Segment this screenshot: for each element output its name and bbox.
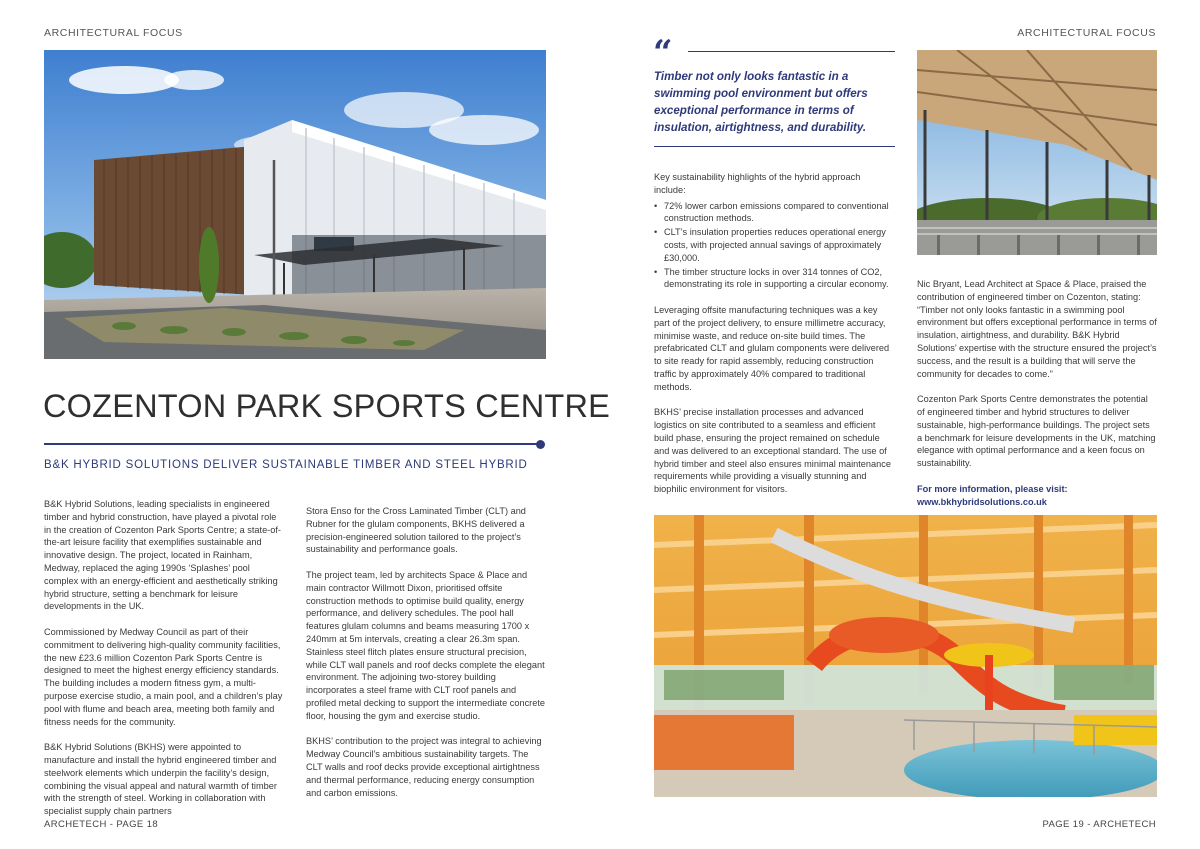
more-info-label: For more information, please visit: [917,483,1068,494]
title-divider-dot [536,440,545,449]
paragraph: B&K Hybrid Solutions (BKHS) were appointed to manufacture and install the hybrid engineered timber and steelwork elements which underpin the facility’s design, combining the visual appeal and natural warmth of timber with the strength of steel. Working in collaboration with specialist supply chain partners [44,742,277,817]
exterior-building-photo [44,50,546,359]
body-column-4 [917,278,1157,508]
pull-quote: Timber not only looks fantastic in a swimming pool environment but offers exceptional performance in terms of insulation, airtightness, and durability. [654,70,868,134]
quote-divider-bottom [654,146,895,147]
body-column-3 [654,171,894,509]
paragraph: Key sustainability highlights of the hybrid approach include: [654,172,861,195]
title-divider [44,443,538,445]
running-head-left: ARCHITECTURAL FOCUS [44,27,183,39]
body-column-2 [306,505,546,812]
list-item: • CLT’s insulation properties reduces operational energy costs, with projected annual savings of approximately £30,000. [654,226,894,264]
list-item: • The timber structure locks in over 314 tonnes of CO2, demonstrating its role in supporting a circular economy. [654,266,894,292]
paragraph: Commissioned by Medway Council as part of their commitment to delivering high-quality community facilities, the new £23.6 million Cozenton Park Sports Centre is designed to meet the highest energy efficiency standards. The building includes a modern fitness gym, a multi-purpose exercise studio, a main pool, and a children’s play pool with flume and beach area, meeting both family and fitness needs for the community. [44,626,283,727]
pool-interior-photo [654,515,1157,797]
paragraph: Cozenton Park Sports Centre demonstrates the potential of engineered timber and hybrid structures to deliver sustainable, high-performance buildings. The project sets a benchmark for leisure developments in the UK, matching elegance with optimal performance and a keen focus on sustainability. [917,394,1156,469]
paragraph: The project team, led by architects Space & Place and main contractor Willmott Dixon, prioritised offsite construction methods to optimise build quality, energy performance, and delivery schedules. The pool hall features glulam columns and beams measuring 1700 x 240mm at 5m intervals, creating a clear 26.3m span. Stainless steel flitch plates ensure structural precision, while CLT wall panels and roof decks complete the elegant environment. The adjoining two-storey building incorporates a steel frame with CLT roof panels and profiled metal decking to support the intermediate concrete floor, housing the gym and exercise studio. [306,569,546,721]
sustainability-list [654,200,894,292]
paragraph: Nic Bryant, Lead Architect at Space & Place, praised the contribution of engineered timber on Cozenton, stating: “Timber not only looks fantastic in a swimming pool environment but offers exceptional performance in terms of insulation, airtightness, and durability. B&K Hybrid Solutions’ expertise with the structure ensured the project’s success, and the result is a building that will serve the community for decades to come.” [917,279,1157,379]
quote-mark-icon: “ [653,33,673,73]
timber-canopy-photo [917,50,1157,255]
running-head-right: ARCHITECTURAL FOCUS [1017,27,1156,39]
paragraph: BKHS’ precise installation processes and advanced logistics on site contributed to a seamless and efficient build phase, ensuring the project remained on schedule and was delivered to an exceptional standard. The use of hybrid timber and steel also ensures minimal maintenance requirements while providing a visually stunning and biophilic environment for visitors. [654,407,891,495]
paragraph: Stora Enso for the Cross Laminated Timber (CLT) and Rubner for the glulam components, BKHS delivered a precision-engineered solution tailored to the project’s sustainability and performance goals. [306,506,526,555]
article-title: COZENTON PARK SPORTS CENTRE [43,388,611,424]
list-item: • 72% lower carbon emissions compared to conventional construction methods. [654,200,894,226]
quote-divider-top [688,51,895,52]
body-column-1 [44,498,284,831]
paragraph: B&K Hybrid Solutions, leading specialists in engineered timber and hybrid construction, have played a pivotal role in the creation of Cozenton Park Sports Centre; a state-of-the-art leisure facility that exemplifies sustainable and innovative design. The project, located in Rainham, Medway, replaced the aging 1990s ‘Splashes’ pool complex with an energy-efficient and aesthetically striking hybrid structure, setting a benchmark for leisure developments in the UK. [44,499,281,612]
website-link[interactable]: www.bkhybridsolutions.co.uk [917,496,1047,507]
footer-right: PAGE 19 - ARCHETECH [1042,819,1156,830]
footer-left: ARCHETECH - PAGE 18 [44,819,159,830]
article-subtitle: B&K HYBRID SOLUTIONS DELIVER SUSTAINABLE TIMBER AND STEEL HYBRID [44,459,528,471]
paragraph: BKHS’ contribution to the project was integral to achieving Medway Council’s ambitious sustainability targets. The CLT walls and roof decks provide exceptional airtightness and thermal performance, reducing energy consumption and carbon emissions. [306,736,542,798]
paragraph: Leveraging offsite manufacturing techniques was a key part of the project delivery, to ensure millimetre accuracy, minimise waste, and reduce on-site build times. The prefabricated CLT and glulam components were delivered to site ready for rapid assembly, reducing construction traffic by approximately 40% compared to traditional methods. [654,304,890,392]
